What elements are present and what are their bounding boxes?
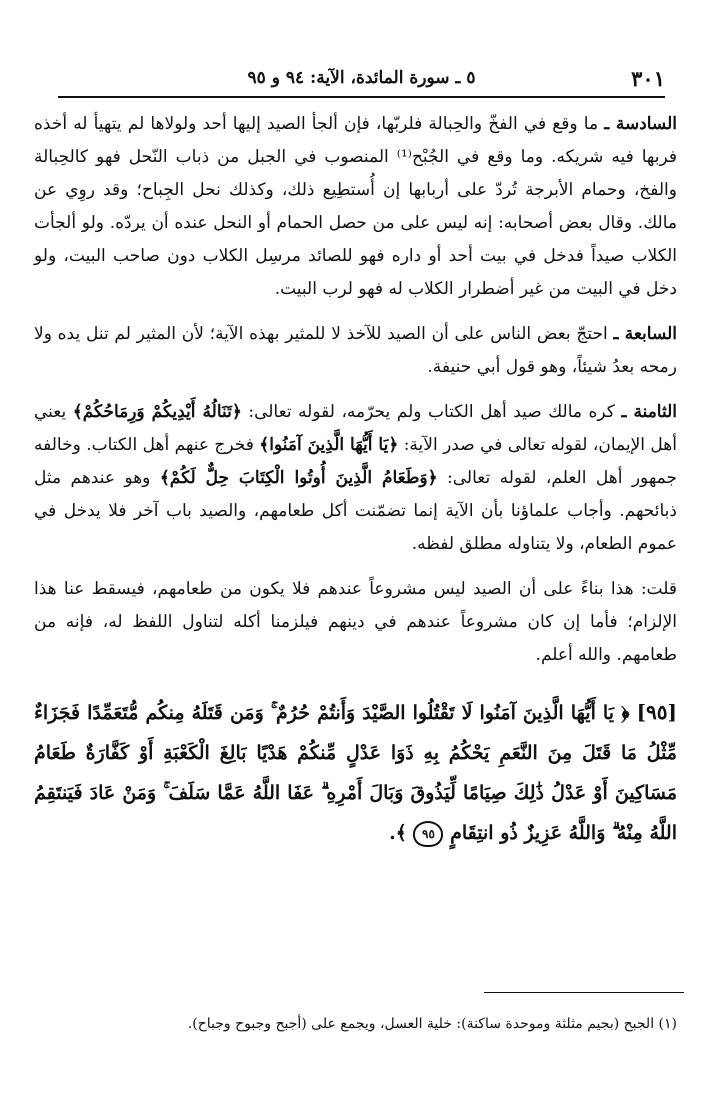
verse-block: [34, 692, 677, 853]
page-number: ٣٠١: [631, 66, 665, 91]
footnote-rule: [484, 992, 684, 993]
verse-closing: ﴾.: [389, 822, 407, 844]
section-label: الثامنة ـ: [621, 402, 678, 422]
paragraph-comment: [34, 573, 677, 672]
main-text: [34, 108, 677, 853]
page-header: [58, 60, 665, 100]
footnote: (١) الجبح (بجيم مثلثة وموحدة ساكنة): خلية العسل، ويجمع على (أجبح وجبوح وجباح).: [187, 1016, 677, 1032]
paragraph-text: ما وقع في الفخّ والحِبالة فلربّها، فإن ألجأ الصيد إليها أحد ولولاها لم يتهيأ له أخذه فربها فيه شريكه. وما وقع في الجُبْح⁽¹⁾ المنصوب في الجبل من ذباب النّحل فهو كالحِبالة والفخ، وحمام الأبرجة تُردّ على أربابها إن أُستطِيع ذلك، وكذلك نحل الجِباح؛ وقد روِي عن مالك. وقال بعض أصحابه: إنه ليس على من حصل الحمام أو النحل عنده أن يردّه. ولو ألجأت الكلاب صيداً فدخل في بيت أحد أو داره فهو للصائد مرسِل الكلاب دون صاحب البيت، ولو دخل في البيت من غير أضطرار الكلاب له فهو لرب البيت.: [34, 114, 677, 299]
paragraph-text: وهو عندهم مثل ذبائحهم. وأجاب علماؤنا بأن الآية إنما تضمّنت أكل طعامهم، والصيد باب آخر فلا يدخل في عموم الطعام، ولا يتناوله مطلق لفظه.: [34, 468, 677, 554]
section-label: السادسة ـ: [604, 114, 678, 134]
paragraph-text: فخرج عنهم أهل الكتاب. وخالفه جمهور أهل العلم، لقوله تعالى:: [34, 435, 677, 488]
paragraph-seventh: [34, 318, 677, 384]
paragraph-sixth: [34, 108, 677, 306]
header-rule: [58, 96, 665, 98]
paragraph-text: يعني أهل الإيمان، لقوله تعالى في صدر الآية:: [34, 402, 677, 455]
section-label: السابعة ـ: [613, 324, 678, 344]
quran-quote: ﴿تَنَالُهُ أَيْدِيكُمْ وَرِمَاحُكُمْ﴾: [72, 402, 242, 422]
paragraph-eighth: [34, 396, 677, 561]
quran-quote: ﴿وَطَعَامُ الَّذِينَ أُوتُوا الْكِتَابَ حِلٌّ لَكُمْ﴾: [159, 468, 438, 488]
paragraph-text: قلت: هذا بناءً على أن الصيد ليس مشروعاً عندهم فلا يكون من طعامهم، فيسقط عنا هذا الإلزام؛ فأما إن كان مشروعاً عندهم في دينهم فيلزمنا أكله لتناول اللفظ له، فإنه من طعامهم. والله أعلم.: [34, 579, 677, 665]
verse-number: [٩٥]: [636, 700, 677, 724]
quran-quote: ﴿يَا أَيُّهَا الَّذِينَ آمَنُوا﴾: [259, 435, 399, 455]
verse-text: ﴿ يَا أَيُّهَا الَّذِينَ آمَنُوا لَا تَقْتُلُوا الصَّيْدَ وَأَنتُمْ حُرُمٌ ۚ وَمَن قَتَلَهُ مِنكُم مُّتَعَمِّدًا فَجَزَاءٌ مِّثْلُ مَا قَتَلَ مِنَ النَّعَمِ يَحْكُمُ بِهِ ذَوَا عَدْلٍ مِّنكُمْ هَدْيًا بَالِغَ الْكَعْبَةِ أَوْ كَفَّارَةٌ طَعَامُ مَسَاكِينَ أَوْ عَدْلُ ذَٰلِكَ صِيَامًا لِّيَذُوقَ وَبَالَ أَمْرِهِ ۗ عَفَا اللَّهُ عَمَّا سَلَفَ ۚ وَمَنْ عَادَ فَيَنتَقِمُ اللَّهُ مِنْهُ ۗ وَاللَّهُ عَزِيزٌ ذُو انتِقَامٍ: [34, 702, 677, 844]
paragraph-text: احتجّ بعض الناس على أن الصيد للآخذ لا للمثير بهذه الآية؛ لأن المثير لم تنل يده ولا رمحه بعدُ شيئاً، وهو قول أبي حنيفة.: [34, 324, 677, 377]
paragraph-text: كره مالك صيد أهل الكتاب ولم يحرّمه، لقوله تعالى:: [248, 402, 615, 422]
running-title: ٥ ـ سورة المائدة، الآية: ٩٤ و ٩٥: [247, 68, 476, 88]
verse-end-marker-icon: ٩٥: [413, 821, 443, 847]
